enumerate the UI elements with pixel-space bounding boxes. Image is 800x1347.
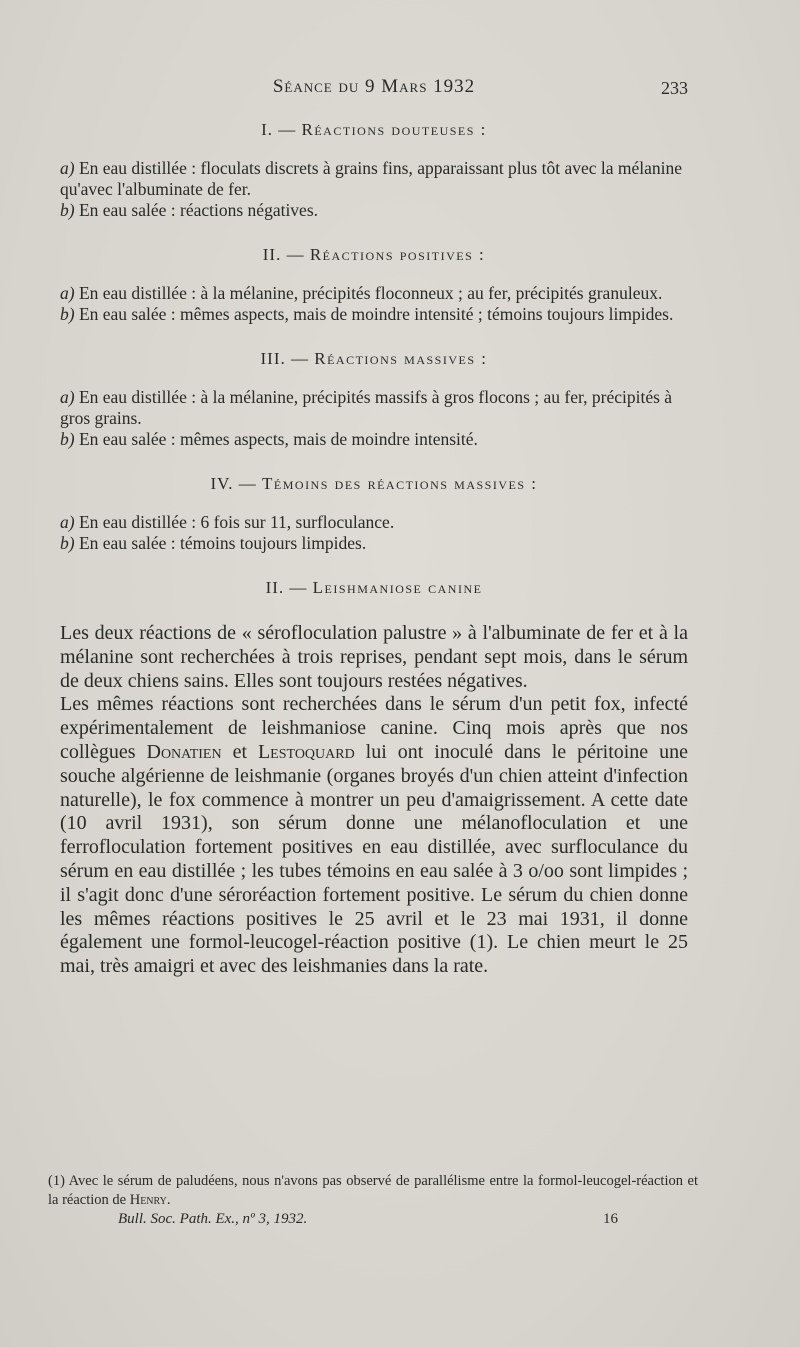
section-2 (60, 245, 688, 325)
section-title: Réactions massives : (314, 349, 488, 368)
body-paragraph-2 (60, 693, 688, 979)
item-text: En eau salée : mêmes aspects, mais de moindre intensité. (74, 429, 478, 449)
section-heading (60, 349, 688, 369)
section-numeral: IV. — (210, 474, 257, 493)
footnote-name: Henry (129, 1192, 167, 1208)
list-item (60, 200, 688, 221)
page-header (60, 76, 688, 104)
footnote-text: (1) Avec le sérum de paludéens, nous n'avons pas observé de parallélisme entre la formol-leucogel-réaction et la réaction de (48, 1173, 698, 1208)
list-item (60, 283, 688, 304)
author-name: Lestoquard (257, 740, 355, 763)
footnote (48, 1172, 698, 1210)
paragraph-text: et (221, 740, 258, 763)
list-item (60, 512, 688, 533)
list-item (60, 533, 688, 554)
section-heading (60, 120, 688, 140)
page-content (60, 120, 688, 979)
list-item (60, 429, 688, 450)
item-label: b) (60, 429, 75, 449)
list-item (60, 304, 688, 325)
item-label: a) (60, 283, 75, 303)
section-1 (60, 120, 688, 221)
section-4 (60, 474, 688, 554)
item-label: b) (60, 200, 75, 220)
item-label: b) (60, 304, 75, 324)
main-section-title: Leishmaniose canine (312, 578, 483, 597)
section-title: Témoins des réactions massives : (262, 474, 538, 493)
item-label: a) (60, 512, 75, 532)
body-paragraph-1: Les deux réactions de « sérofloculation palustre » à l'albuminate de fer et à la mélanine sont recherchées à trois reprises, pendant sept mois, dans le sérum de deux chiens sains. Elles sont toujours restées négatives. (60, 622, 688, 692)
paragraph-text: lui ont inoculé dans le péritoine une souche algérienne de leishmanie (organes broyés d'un chien atteint d'infection naturelle), le fox commence à montrer un peu d'amaigrissement. A cette date (10 avril 1931), son sérum donne une mélanofloculation et une ferrofloculation fortement positives en eau distillée, avec surfloculance du sérum en eau distillée ; les tubes témoins en eau salée à 3 o/oo sont limpides ; il s'agit donc d'une séroréaction fortement positive. Le sérum du chien donne les mêmes réactions positives le 25 avril et le 23 mai 1931, il donne également une formol-leucogel-réaction positive (1). Le chien meurt le 25 mai, très amaigri et avec des leishmanies dans la rate. (60, 740, 689, 978)
section-numeral: III. — (260, 349, 309, 368)
item-text: En eau distillée : à la mélanine, précipités massifs à gros flocons ; au fer, précipités à gros grains. (60, 387, 673, 428)
item-text: En eau salée : mêmes aspects, mais de moindre intensité ; témoins toujours limpides. (74, 304, 674, 324)
printer-signature (118, 1211, 618, 1228)
sheet-number: 16 (603, 1211, 618, 1227)
list-item (60, 387, 688, 429)
running-head: Séance du 9 Mars 1932 (272, 76, 476, 97)
section-3 (60, 349, 688, 450)
item-text: En eau distillée : 6 fois sur 11, surfloculance. (74, 512, 395, 532)
item-text: En eau distillée : floculats discrets à grains fins, apparaissant plus tôt avec la mélanine qu'avec l'albuminate de fer. (60, 158, 683, 199)
section-numeral: II. — (262, 245, 305, 264)
author-name: Donatien (146, 740, 222, 763)
list-item (60, 158, 688, 200)
journal-reference: Bull. Soc. Path. Ex., nº 3, 1932. (118, 1211, 308, 1227)
main-section-heading (60, 578, 688, 598)
paragraph-text: Les mêmes réactions sont recherchées dans le sérum d'un petit fox, infecté expérimentalement de leishmaniose canine. Cinq mois après que nos collègues (60, 693, 688, 763)
section-numeral: I. — (261, 120, 297, 139)
item-text: En eau distillée : à la mélanine, précipités floconneux ; au fer, précipités granuleux. (74, 283, 663, 303)
section-heading (60, 245, 688, 265)
item-text: En eau salée : réactions négatives. (74, 200, 319, 220)
item-label: a) (60, 158, 75, 178)
item-label: b) (60, 533, 75, 553)
item-label: a) (60, 387, 75, 407)
section-heading (60, 474, 688, 494)
page-number: 233 (661, 78, 688, 98)
section-title: Réactions positives : (309, 245, 486, 264)
main-section-numeral: II. — (265, 578, 308, 597)
item-text: En eau salée : témoins toujours limpides. (74, 533, 367, 553)
footnote-end: . (166, 1192, 171, 1208)
section-title: Réactions douteuses : (301, 120, 487, 139)
